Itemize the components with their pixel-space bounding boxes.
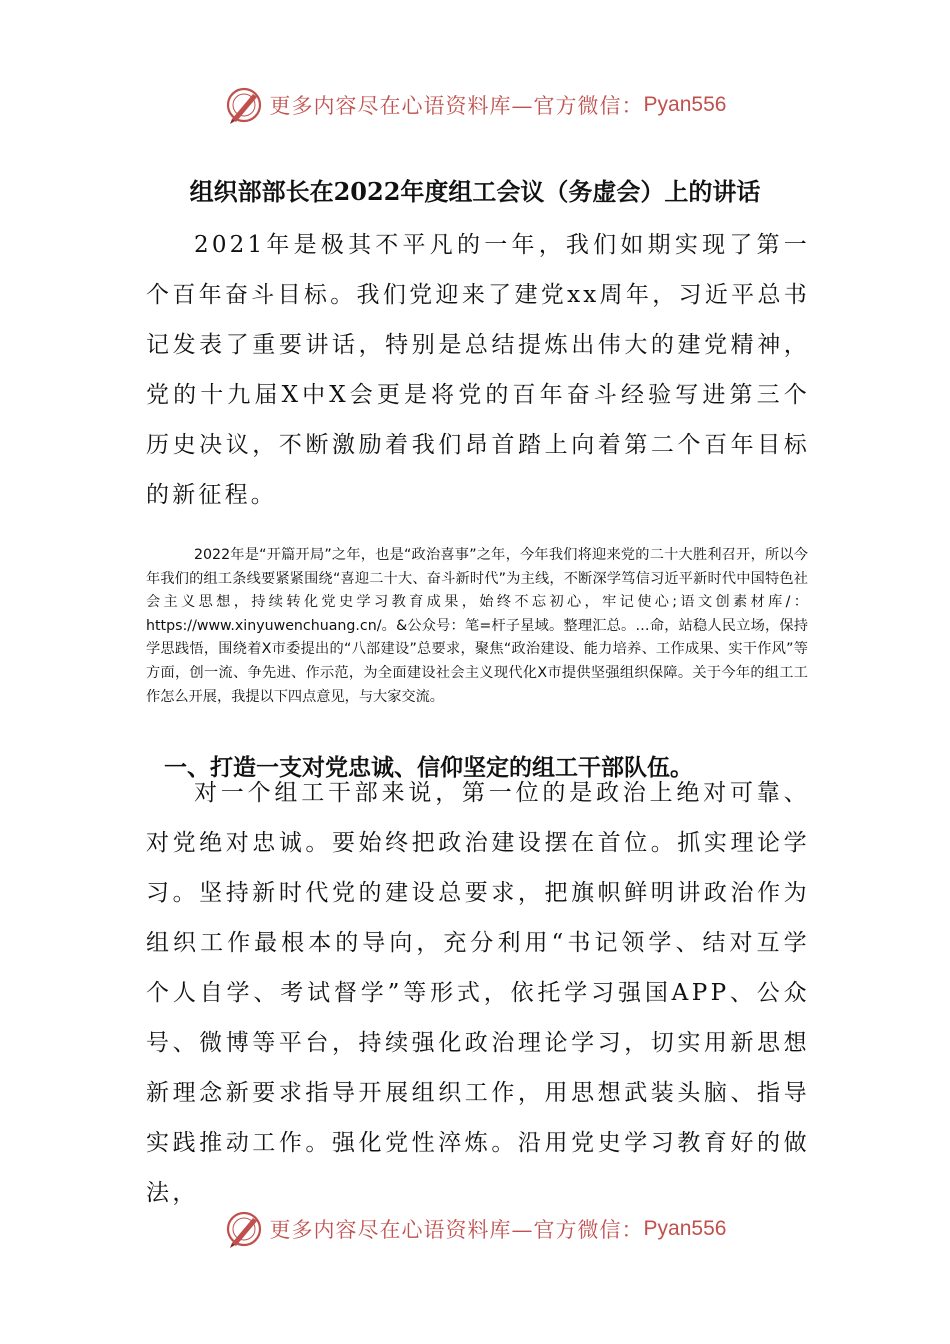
banner-handle: Pyan556 <box>643 1217 727 1240</box>
paragraph-intro: 2021年是极其不平凡的一年，我们如期实现了第一个百年奋斗目标。我们党迎来了建党xx周年，习近平总书记发表了重要讲话，特别是总结提炼出伟大的建党精神，党的十九届X中X会更是将党的百年奋斗经验写进第三个历史决议，不断激励着我们昂首踏上向着第二个百年目标的新征程。 <box>146 232 810 508</box>
banner-handle: Pyan556 <box>643 93 727 116</box>
banner-text: 更多内容尽在心语资料库—官方微信： <box>269 94 644 118</box>
paragraph-small: 2022年是“开篇开局”之年，也是“政治喜事”之年，今年我们将迎来党的二十大胜利召开，所以今年我们的组工条线要紧紧围绕“喜迎二十大、奋斗新时代”为主线，不断深学笃信习近平新时代中国特色社会主义思想，持续转化党史学习教育成果，始终不忘初心，牢记使心;语文创素材库/：https://www.xinyuwenchuang.cn/。&公众号：笔=杆子星域。整理汇总。…命，站稳人民立场，保持学思践悟，围绕着X市委提出的“八部建设”总要求，聚焦“政治建设、能力培养、工作成果、实干作风”等方面，创一流、争先进、作示范，为全面建设社会主义现代化X市提供坚强组织保障。关于今年的组工工作怎么开展，我提以下四点意见，与大家交流。 <box>146 547 808 705</box>
footer-watermark-banner <box>0 1206 950 1252</box>
paragraph-section-1: 对一个组工干部来说，第一位的是政治上绝对可靠、对党绝对忠诚。要始终把政治建设摆在首位。抓实理论学习。坚持新时代党的建设总要求，把旗帜鲜明讲政治作为组织工作最根本的导向，充分利用“书记领学、结对互学个人自学、考试督学”等形式，依托学习强国APP、公众号、微博等平台，持续强化政治理论学习，切实用新思想新理念新要求指导开展组织工作，用思想武装头脑、指导实践推动工作。强化党性淬炼。沿用党史学习教育好的做法， <box>146 780 810 1206</box>
pen-logo-icon <box>224 85 264 125</box>
section-heading-1: 一、打造一支对党忠诚、信仰坚定的组工干部队伍。 <box>164 755 693 781</box>
pen-logo-icon <box>224 1209 264 1249</box>
banner-text: 更多内容尽在心语资料库—官方微信： <box>269 1218 644 1242</box>
header-watermark-banner <box>0 82 950 128</box>
document-title: 组织部部长在2022年度组工会议（务虚会）上的讲话 <box>189 177 761 206</box>
